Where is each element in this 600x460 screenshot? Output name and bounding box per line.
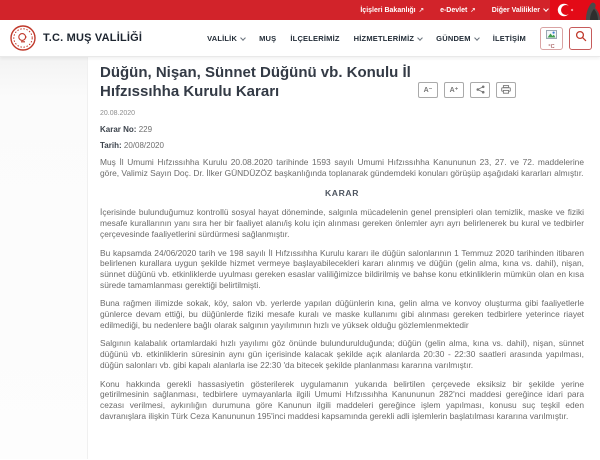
topbar-link-edevlet[interactable] bbox=[440, 6, 476, 14]
nav-item-valilik[interactable]: VALİLİK bbox=[207, 34, 245, 43]
print-button[interactable] bbox=[496, 82, 516, 98]
external-link-icon: ↗ bbox=[470, 7, 476, 14]
chevron-down-icon bbox=[474, 35, 480, 41]
topbar-link-icisleri-bakanligi[interactable] bbox=[360, 6, 424, 14]
body-paragraph: Salgının kalabalık ortamlardaki hızlı yayılımı göz önünde bulundurulduğunda; düğün (gelin alma, kına vs. dahil), nişan, sünnet düğünü vb. etkinliklerin süresinin aynı gün içerisinde kalacak şekilde açık alanlarda 20:30 - 22:30 saatleri arasında yapılması, düğün salonları vb. gibi kapalı alanlarla ise 22:30 'da bitecek şekilde planlanması kararına varılmıştır. bbox=[100, 338, 584, 370]
decision-number-value: 229 bbox=[138, 125, 153, 134]
body-paragraph: Buna rağmen ilimizde sokak, köy, salon vb. yerlerde yapılan düğünlerin kına, gelin alma ve konvoy oluşturma gibi faaliyetlerle günlerce devam ettiği, bu düğünlerde fiziki mesafe kuralı ve maske kullanımı gibi alınması gereken tedbirlere yeterince riayet edilmediği, bu nedenlere bağlı olarak salgının yayılımının hızlı ve yüksek olduğu gözlemlenmektedir bbox=[100, 298, 584, 330]
topbar-link-label: e-Devlet bbox=[440, 6, 468, 14]
chevron-down-icon bbox=[543, 6, 549, 12]
nav-item-hizmetlerimiz[interactable]: HİZMETLERİMİZ bbox=[354, 34, 423, 43]
decision-date-label: Tarih: bbox=[100, 141, 122, 150]
search-button[interactable] bbox=[569, 27, 592, 50]
nav-item-gundem[interactable]: GÜNDEM bbox=[436, 34, 479, 43]
decision-heading: KARAR bbox=[324, 188, 360, 199]
chevron-down-icon bbox=[417, 35, 423, 41]
body-paragraph: Bu kapsamda 24/06/2020 tarih ve 198 sayılı İl Hıfzıssıhha Kurulu kararı ile düğün salonlarının 1 Temmuz 2020 tarihinden itibaren belirlenen kurallara uygun şekilde hizmet vermeye başlayabilecekleri kararı alınmış ve düğün (gelin alma, kına vs. dahil), nişan, sünnet düğünü vb. etkinliklerde uyulması gereken esaslar valiliğimizce bildirilmiş ve bahse konu etkinliklerin mümkün olan en kısa sürede tamamlanması gerektiği belirtilmişti. bbox=[100, 247, 584, 290]
topbar-link-label: Diğer Valilikler bbox=[491, 6, 540, 14]
chevron-down-icon bbox=[240, 35, 246, 41]
weather-unit-label: °C bbox=[548, 44, 555, 50]
decision-number-line bbox=[100, 125, 584, 134]
print-icon bbox=[501, 85, 511, 96]
article-toolbar bbox=[412, 82, 516, 98]
body-paragraph: Konu hakkında gerekli hassasiyetin gösterilerek uygulamanın yukarıda belirtilen çerçevede eksiksiz bir şekilde yerine getirilmesinin sağlanması, tedbirlere uymayanlarla ilgili Umumi Hıfzıssıhha Kanununun 282'nci maddesi gereğince idari para cezası verilmesi, aykırılığın durumuna göre Kanunun ilgili maddeleri gereğince işlem yapılması, konusu suç teşkil eden davranışlara ilişkin Türk Ceza Kanununun 195'inci maddesi kapsamında gerekli adli işlemlerin başlatılması kararına varılmıştır. bbox=[100, 378, 584, 421]
left-gutter bbox=[0, 57, 88, 459]
font-decrease-button[interactable]: A⁻ bbox=[418, 82, 438, 98]
turkish-flag-ataturk-image bbox=[550, 0, 600, 20]
nav-item-ilcelerimiz[interactable]: İLÇELERİMİZ bbox=[290, 33, 340, 43]
page-title: Düğün, Nişan, Sünnet Düğünü vb. Konulu İl Hıfzıssıhha Kurulu Kararı bbox=[100, 64, 411, 100]
top-utility-bar bbox=[0, 0, 600, 20]
topbar-link-label: İçişleri Bakanlığı bbox=[360, 6, 416, 14]
decision-date-line bbox=[100, 141, 584, 150]
nav-item-mus[interactable]: MUŞ bbox=[259, 33, 277, 43]
publish-date: 20.08.2020 bbox=[100, 110, 136, 117]
nav-item-iletisim[interactable]: İLETİŞİM bbox=[492, 33, 526, 43]
share-button[interactable] bbox=[470, 82, 490, 98]
page-content bbox=[0, 57, 600, 459]
intro-paragraph: Muş İl Umumi Hıfzıssıhha Kurulu 20.08.2020 tarihinde 1593 sayılı Umumi Hıfzıssıhha Kanununun 23, 27. ve 72. maddelerine göre, Valimiz Sayın Doç. Dr. İlker GÜNDÜZÖZ başkanlığında toplanarak gündemdeki konuları görüşüp aşağıdaki kararları almıştır. bbox=[100, 157, 584, 178]
font-increase-button[interactable]: A⁺ bbox=[444, 82, 464, 98]
decision-article bbox=[100, 63, 584, 429]
topbar-link-diger-valilikler[interactable] bbox=[492, 7, 548, 14]
home-link-brand[interactable] bbox=[10, 25, 142, 51]
external-link-icon: ↗ bbox=[418, 7, 425, 14]
share-icon bbox=[476, 85, 485, 96]
weather-widget[interactable] bbox=[540, 27, 563, 50]
main-navigation bbox=[207, 34, 540, 43]
site-title: T.C. MUŞ VALİLİĞİ bbox=[43, 32, 143, 44]
mus-governorship-seal-logo bbox=[10, 25, 36, 51]
broken-image-icon bbox=[546, 26, 557, 44]
decision-date-value: 20/08/2020 bbox=[123, 141, 164, 150]
body-paragraph: İçerisinde bulunduğumuz kontrollü sosyal hayat döneminde, salgınla mücadelenin genel prensipleri olan temizlik, maske ve fiziki mesafe kurallarının yanı sıra her bir faaliyet alanı/iş kolu için alınması gereken önlemler ayrı ayrı belirlenerek bu kural ve tedbirler çerçevesinde faaliyetlerini sürdürmesi sağlanmıştır. bbox=[100, 207, 584, 239]
decision-number-label: Karar No: bbox=[100, 125, 137, 134]
site-header bbox=[0, 20, 600, 57]
search-icon bbox=[575, 29, 587, 47]
